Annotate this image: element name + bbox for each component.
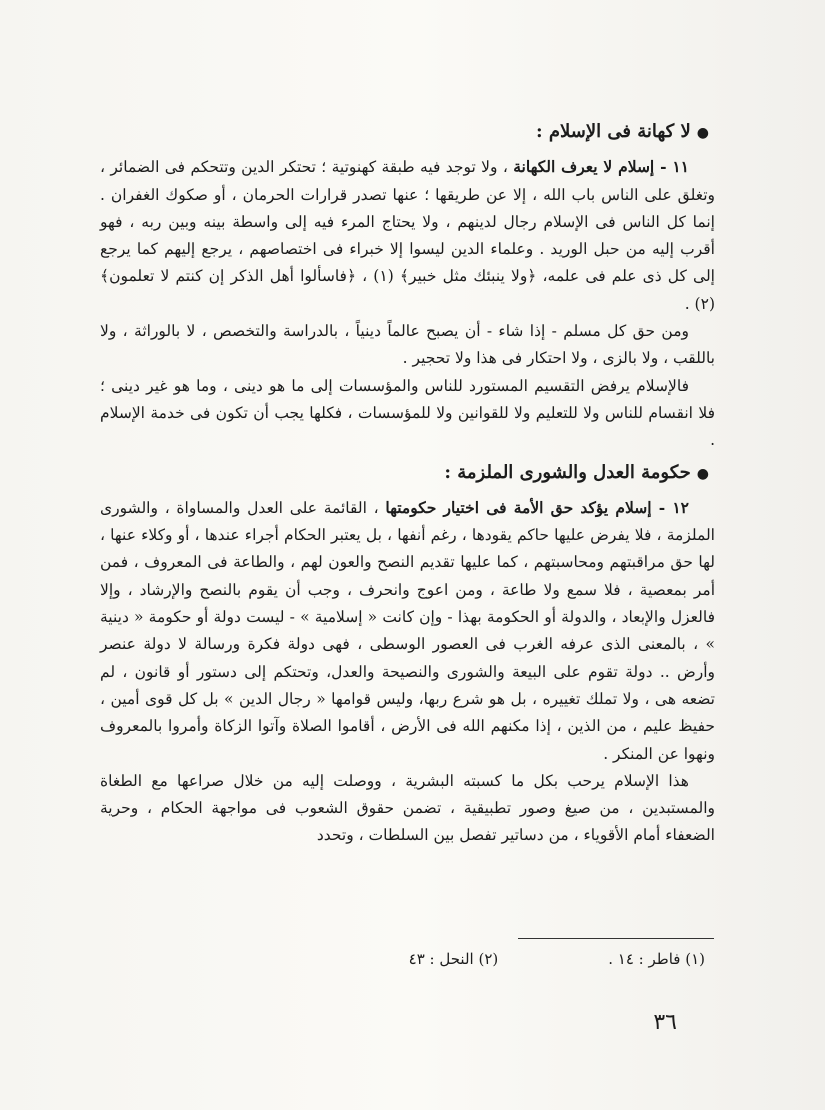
paragraph — [100, 318, 715, 373]
footnote-2: (٢) النحل : ٤٣ — [408, 950, 499, 968]
footnotes — [100, 950, 715, 968]
section-heading-just-government — [100, 459, 709, 488]
paragraph — [100, 494, 715, 768]
paragraph-text: فالإسلام يرفض التقسيم المستورد للناس والمؤسسات إلى ما هو دينى ، وما هو غير دينى ؛ فلا انقسام للناس ولا للتعليم ولا للقوانين ولا للمؤسسات ، فكلها يجب أن تكون فى خدمة الإسلام . — [100, 376, 715, 450]
footnote-divider — [518, 938, 714, 939]
paragraph-text: ومن حق كل مسلم - إذا شاء - أن يصبح عالماً دينياً ، بالدراسة والتخصص ، لا بالوراثة ، ولا باللقب ، ولا بالزى ، ولا احتكار فى هذا ولا تحجير . — [100, 322, 715, 368]
footnote-1: (١) فاطر : ١٤ . — [608, 950, 705, 968]
heading-text: حكومة العدل والشورى الملزمة : — [444, 461, 691, 483]
heading-text: لا كهانة فى الإسلام : — [535, 121, 691, 142]
paragraph-lead: ١٢ - إسلام يؤكد حق الأمة فى اختيار حكومتها — [385, 497, 690, 517]
paragraph-text: ، ولا توجد فيه طبقة كهنوتية ؛ تحتكر الدين وتتحكم فى الضمائر ، وتغلق على الناس باب الله ، إلا عن طريقها ؛ عنها تصدر قرارات الحرمان ، أو صكوك الغفران . إنما كل الناس فى الإسلام رجال لدينهم ، ولا يحتاج المرء فيه إلى واسطة بينه وبين ربه ، فهو أقرب إليه من حبل الوريد . وعلماء الدين ليسوا إلا خبراء فى اختصاصهم ، يرجع إليهم كما يرجع إلى كل ذى علم فى علمه، ﴿ولا ينبئك مثل خبير﴾ (١) ، ﴿فاسألوا أهل الذكر إن كنتم لا تعلمون﴾ (٢) . — [100, 158, 715, 313]
paragraph — [100, 153, 715, 318]
paragraph — [100, 768, 715, 850]
main-text — [100, 118, 715, 850]
bullet-icon: ● — [696, 125, 709, 141]
paragraph-text: هذا الإسلام يرحب بكل ما كسبته البشرية ، ووصلت إليه من خلال صراعها مع الطغاة والمستبدين ، من صيغ وصور تطبيقية ، تضمن حقوق الشعوب فى مواجهة الحكام ، وحرية الضعفاء أمام الأقوياء ، من دساتير تفصل بين السلطات ، وتحدد — [100, 771, 715, 845]
paragraph-lead: ١١ - إسلام لا يعرف الكهانة — [513, 157, 689, 177]
page-number: ٣٦ — [653, 1010, 677, 1035]
bullet-icon: ● — [696, 465, 709, 482]
section-heading-no-priesthood — [100, 118, 709, 147]
paragraph-text: ، القائمة على العدل والمساواة ، والشورى الملزمة ، فلا يفرض عليها حاكم يقودها ، رغم أنفها ، بل يعتبر الحكام أجراء عندها ، أو وكلاء عنها ، لها حق مراقبتهم ومحاسبتهم ، كما عليها تقديم النصح والعون لهم ، والطاعة فى المعروف ، فمن أمر بمعصية ، فلا سمع ولا طاعة ، ومن اعوج وانحرف ، وجب أن يقوم بالنصح والإرشاد ، وإلا فالعزل والإبعاد ، والدولة أو الحكومة بهذا - وإن كانت « إسلامية » - ليست دولة أو حكومة « دينية » ، بالمعنى الذى عرفه الغرب فى العصور الوسطى ، فهى دولة فكرة ورسالة لا دولة عنصر وأرض .. دولة تقوم على البيعة والشورى والنصيحة والعدل، وتحتكم إلى دستور أو قانون ، لم تضعه هى ، ولا تملك تغييره ، بل هو شرع ربها، وليس قوامها « رجال الدين » بل كل قوى أمين ، حفيظ عليم ، من الذين ، إذا مكنهم الله فى الأرض ، أقاموا الصلاة وآتوا الزكاة وأمروا بالمعروف ونهوا عن المنكر . — [100, 498, 715, 763]
paragraph — [100, 373, 715, 455]
